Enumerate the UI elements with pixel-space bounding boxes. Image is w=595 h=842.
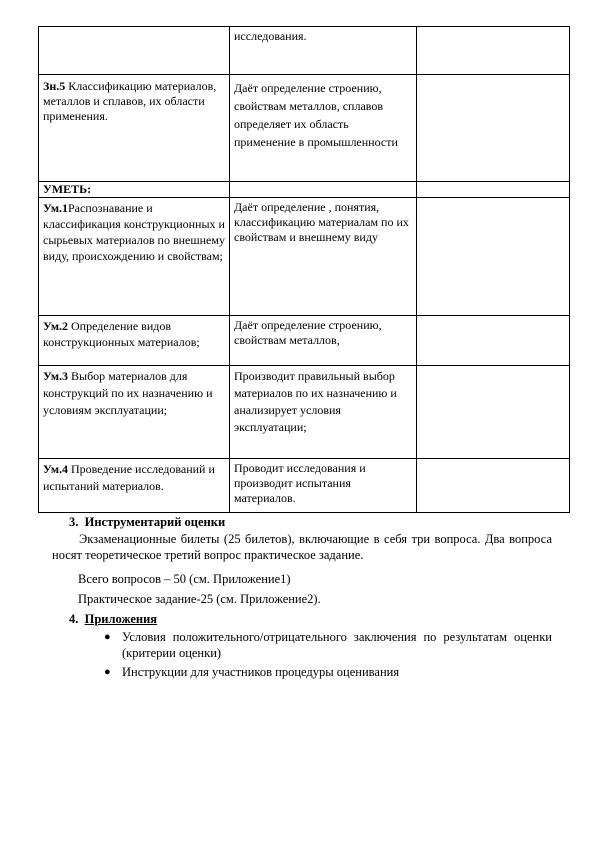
table-cell	[39, 316, 230, 366]
code-label: Ум.3	[43, 369, 68, 383]
table-row	[39, 316, 570, 366]
section-4-heading	[69, 611, 157, 627]
table-cell: Даёт определение , понятия, классификацию материалам по их свойствам и внешнему виду	[230, 198, 417, 316]
table-row	[39, 182, 570, 198]
table-cell	[417, 27, 570, 75]
table-cell	[39, 27, 230, 75]
list-item-text: Инструкции для участников процедуры оценивания	[122, 665, 400, 679]
table-row	[39, 459, 570, 513]
table-cell	[39, 75, 230, 182]
skill-text: Распознавание и классификация конструкционных и сырьевых материалов по внешнему виду, происхождению и свойствам;	[43, 201, 225, 263]
code-label: Ум.1	[43, 201, 68, 215]
table-cell	[417, 198, 570, 316]
section-title: Инструментарий оценки	[84, 515, 226, 529]
table-cell: исследования.	[230, 27, 417, 75]
criteria-table	[38, 26, 570, 513]
bullet-icon: ●	[104, 631, 111, 643]
skill-text: Проведение исследований и испытаний материалов.	[43, 462, 215, 493]
table-cell: Проводит исследования и производит испытания материалов.	[230, 459, 417, 513]
skill-text: Классификацию материалов, металлов и сплавов, их области применения.	[43, 79, 217, 123]
skill-text: Определение видов конструкционных материалов;	[43, 319, 200, 349]
table-cell	[417, 316, 570, 366]
table-cell	[417, 182, 570, 198]
table-cell	[417, 75, 570, 182]
table-row	[39, 198, 570, 316]
list-item	[104, 664, 552, 680]
skill-text: Выбор материалов для конструкций по их назначению и условиям эксплуатации;	[43, 369, 213, 417]
section-label-umet: УМЕТЬ:	[39, 182, 230, 198]
section-number: 3.	[69, 515, 79, 529]
table-cell	[39, 366, 230, 459]
section-number: 4.	[69, 612, 79, 626]
table-row	[39, 27, 570, 75]
table-cell: Даёт определение строению, свойствам металлов, сплавов определяет их область применение в промышленности	[230, 75, 417, 182]
table-cell	[39, 459, 230, 513]
section-3-paragraph: Экзаменационные билеты (25 билетов), включающие в себя три вопроса. Два вопроса носят теоретическое третий вопрос практическое задание.	[52, 532, 552, 562]
section-title: Приложения	[84, 612, 158, 626]
practical-task-line: Практическое задание-25 (см. Приложение2).	[78, 592, 321, 606]
list-item	[104, 629, 552, 661]
table-cell	[39, 198, 230, 316]
table-row	[39, 366, 570, 459]
table-cell	[417, 459, 570, 513]
table-cell	[230, 182, 417, 198]
table-cell	[417, 366, 570, 459]
list-item-text: Условия положительного/отрицательного заключения по результатам оценки (критерии оценки)	[122, 630, 552, 660]
table-row	[39, 75, 570, 182]
bullet-icon: ●	[104, 666, 111, 678]
total-questions-line: Всего вопросов – 50 (см. Приложение1)	[78, 572, 291, 586]
section-3-heading	[69, 514, 225, 530]
table-cell: Даёт определение строению, свойствам металлов,	[230, 316, 417, 366]
code-label: Ум.2	[43, 319, 68, 333]
code-label: Зн.5	[43, 79, 66, 93]
table-cell: Производит правильный выбор материалов по их назначению и анализирует условия эксплуатации;	[230, 366, 417, 459]
code-label: Ум.4	[43, 462, 68, 476]
